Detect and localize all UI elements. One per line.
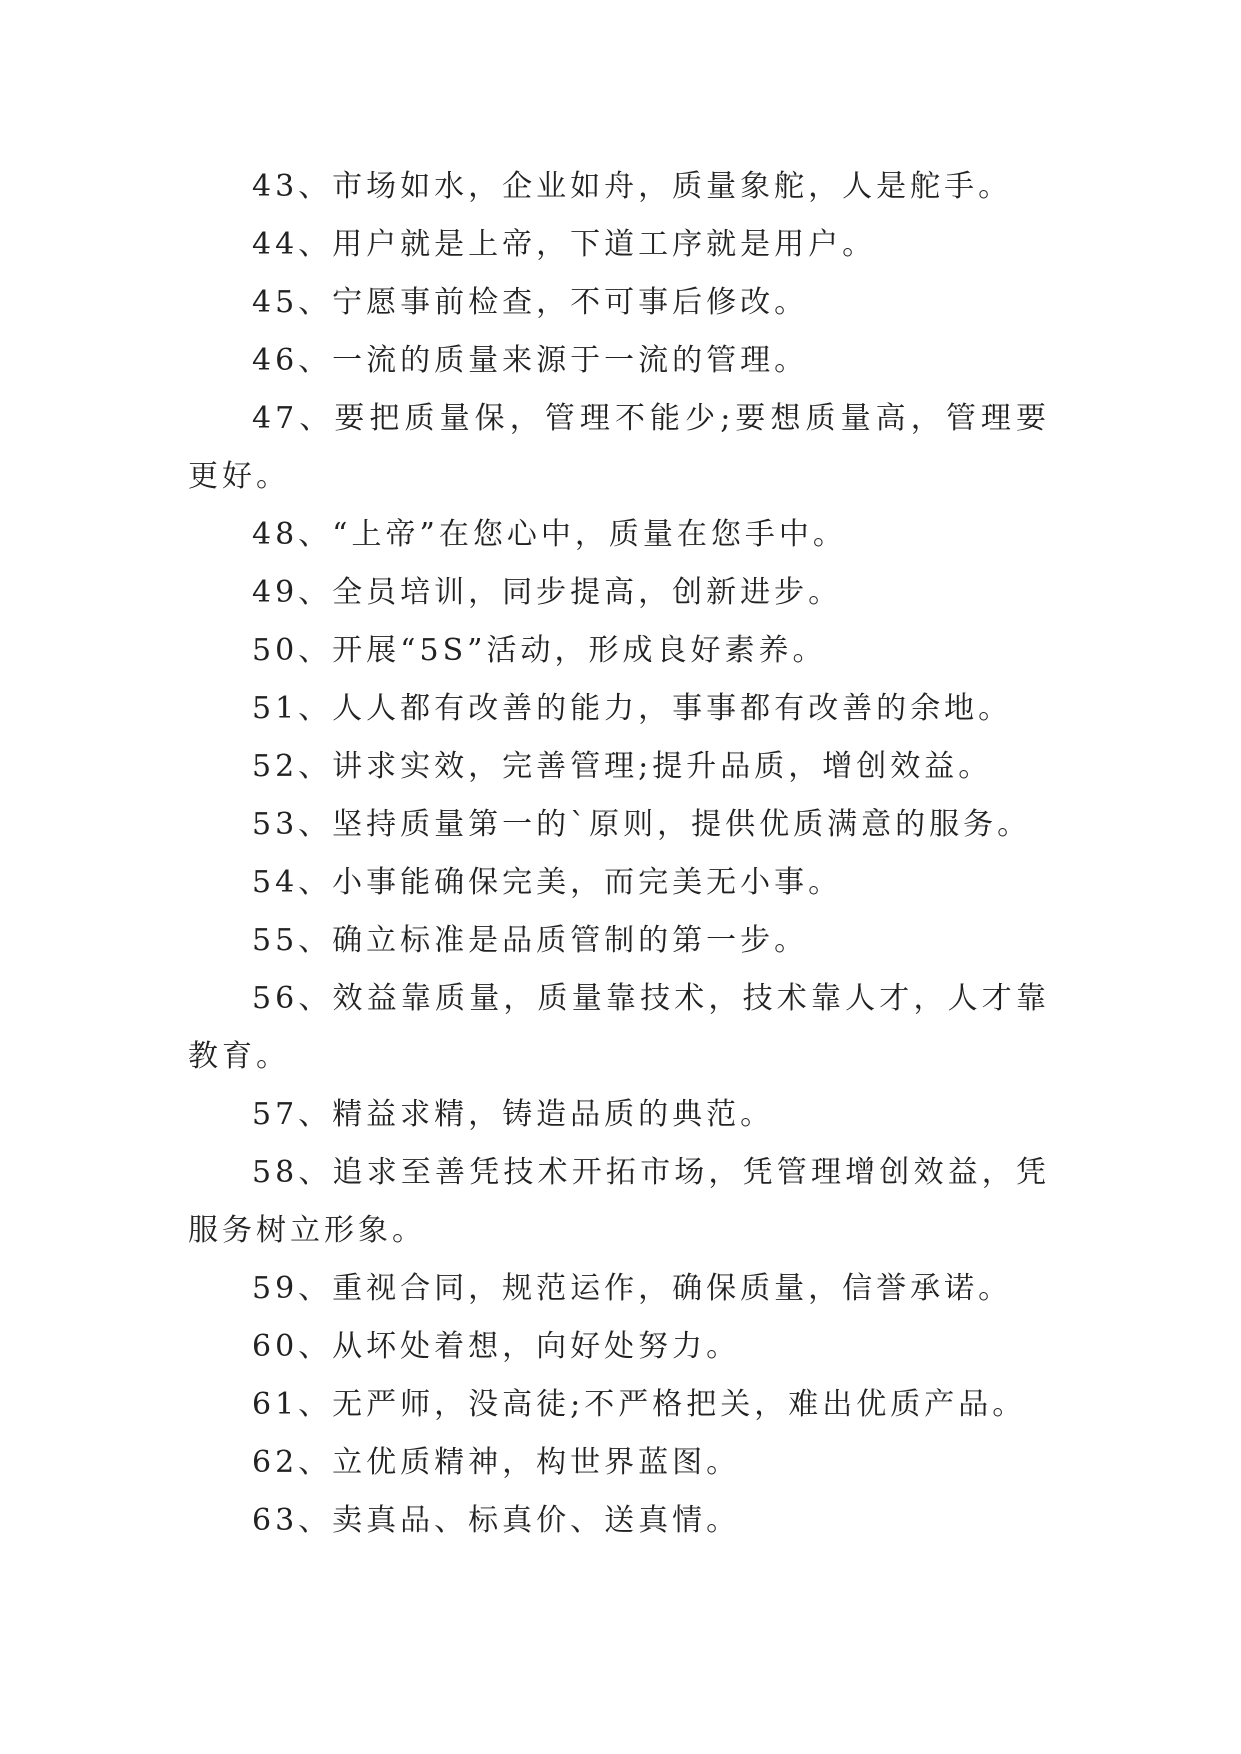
list-item: 50、开展“5S”活动，形成良好素养。: [252, 633, 827, 668]
list-item: 48、“上帝”在您心中，质量在您手中。: [252, 517, 847, 552]
list-item: 49、全员培训，同步提高，创新进步。: [252, 575, 843, 610]
list-item: 54、小事能确保完美，而完美无小事。: [252, 865, 843, 900]
list-item: 62、立优质精神，构世界蓝图。: [252, 1445, 741, 1480]
list-item: 57、精益求精，铸造品质的典范。: [252, 1097, 775, 1132]
list-item: 52、讲求实效，完善管理;提升品质，增创效益。: [252, 749, 993, 784]
list-item: 45、宁愿事前检查，不可事后修改。: [252, 285, 809, 320]
list-item: 47、要把质量保，管理不能少;要想质量高，管理要更好。: [188, 401, 1050, 494]
list-item: 58、追求至善凭技术开拓市场，凭管理增创效益，凭服务树立形象。: [188, 1155, 1050, 1248]
document-body: [188, 158, 1050, 1550]
list-item: 56、效益靠质量，质量靠技术，技术靠人才，人才靠教育。: [188, 981, 1050, 1074]
list-item: 55、确立标准是品质管制的第一步。: [252, 923, 809, 958]
list-item: 59、重视合同，规范运作，确保质量，信誉承诺。: [252, 1271, 1013, 1306]
list-item: 53、坚持质量第一的`原则，提供优质满意的服务。: [252, 807, 1032, 842]
list-item: 61、无严师，没高徒;不严格把关，难出优质产品。: [252, 1387, 1027, 1422]
list-item: 44、用户就是上帝，下道工序就是用户。: [252, 227, 877, 262]
list-item: 46、一流的质量来源于一流的管理。: [252, 343, 809, 378]
list-item: 60、从坏处着想，向好处努力。: [252, 1329, 741, 1364]
list-item: 43、市场如水，企业如舟，质量象舵，人是舵手。: [252, 169, 1013, 204]
list-item: 51、人人都有改善的能力，事事都有改善的余地。: [252, 691, 1013, 726]
list-item: 63、卖真品、标真价、送真情。: [252, 1503, 741, 1538]
